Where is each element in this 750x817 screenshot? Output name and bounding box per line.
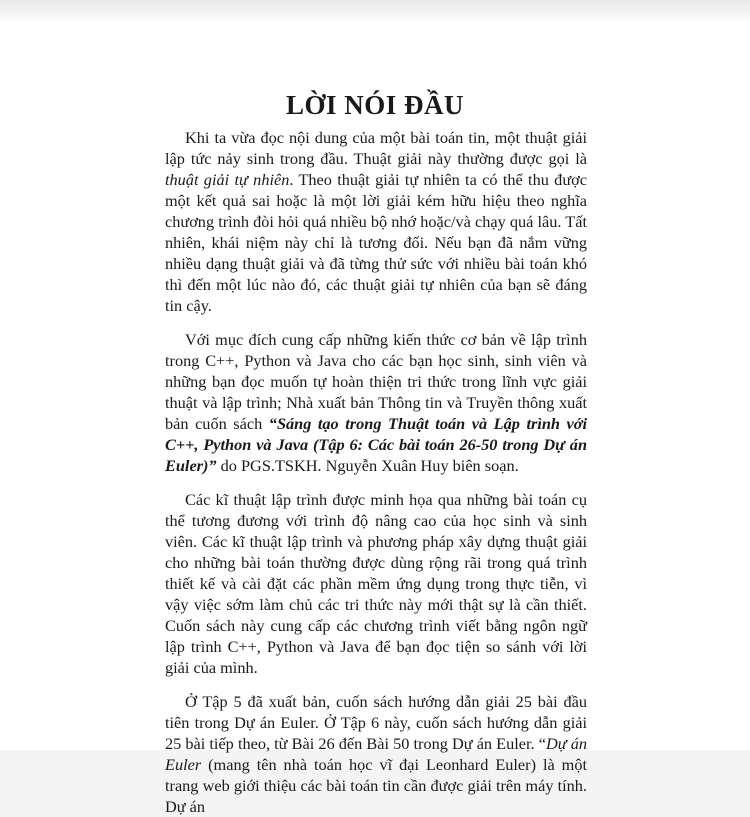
paragraph-1 — [165, 127, 587, 316]
paragraph-2-text-c: do PGS.TSKH. Nguyễn Xuân Huy biên soạn. — [216, 456, 519, 475]
page-body — [165, 127, 587, 817]
paragraph-3: Các kĩ thuật lập trình được minh họa qua những bài toán cụ thể tương đương với trình độ nâng cao của học sinh và sinh viên. Các kĩ thuật lập trình và phương pháp xây dựng thuật giải cho những bài toán thường được dùng rộng rãi trong quá trình thiết kế và cài đặt các phần mềm ứng dụng trong thực tiễn, vì vậy việc sớm làm chủ các tri thức này mới thật sự là cần thiết. Cuốn sách này cung cấp các chương trình viết bằng ngôn ngữ lập trình C++, Python và Java để bạn đọc tiện so sánh với lời giải của mình. — [165, 490, 587, 677]
paragraph-1-text-a: Khi ta vừa đọc nội dung của một bài toán tin, một thuật giải lập tức nảy sinh trong đầu. Thuật giải này thường được gọi là — [165, 128, 587, 168]
paragraph-2-book-title: “Sáng tạo trong Thuật toán và Lập trình với C++, Python và Java (Tập 6: Các bài toán 26-50 trong Dự án Euler)” — [165, 414, 588, 475]
paragraph-4-italic-term: Dự án Euler — [165, 734, 587, 774]
page-top-shadow — [0, 0, 750, 24]
paragraph-4 — [165, 691, 587, 817]
paragraph-2 — [165, 329, 587, 476]
paragraph-2-text-a: Với mục đích cung cấp những kiến thức cơ bản về lập trình trong C++, Python và Java cho các bạn học sinh, sinh viên và những bạn đọc muốn tự hoàn thiện tri thức trong lĩnh vực giải thuật và lập trình; Nhà xuất bản Thông tin và Truyền thông xuất bản cuốn sách — [165, 330, 587, 433]
paragraph-1-italic-term: thuật giải tự nhiên — [165, 170, 290, 189]
paragraph-1-text-c: . Theo thuật giải tự nhiên ta có thể thu được một kết quả sai hoặc là một lời giải kém hữu hiệu theo nghĩa chương trình đòi hỏi quá nhiều bộ nhớ hoặc/và chạy quá lâu. Tất nhiên, khái niệm này chỉ là tương đối. Nếu bạn đã nắm vững nhiều dạng thuật giải và đã từng thử sức với nhiều bài toán khó thì đến một lúc nào đó, các thuật giải tự nhiên của bạn sẽ đáng tin cậy. — [165, 170, 587, 315]
page-title: LỜI NÓI ĐẦU — [285, 90, 465, 120]
paragraph-4-text-a: Ở Tập 5 đã xuất bản, cuốn sách hướng dẫn giải 25 bài đầu tiên trong Dự án Euler. Ở Tập 6 này, cuốn sách hướng dẫn giải 25 bài tiếp theo, từ Bài 26 đến Bài 50 trong Dự án Euler. “ — [165, 692, 587, 753]
paragraph-4-text-c: (mang tên nhà toán học vĩ đại Leonhard Euler) là một trang web giới thiệu các bài toán tin cần được giải trên máy tính. Dự án — [165, 755, 587, 816]
